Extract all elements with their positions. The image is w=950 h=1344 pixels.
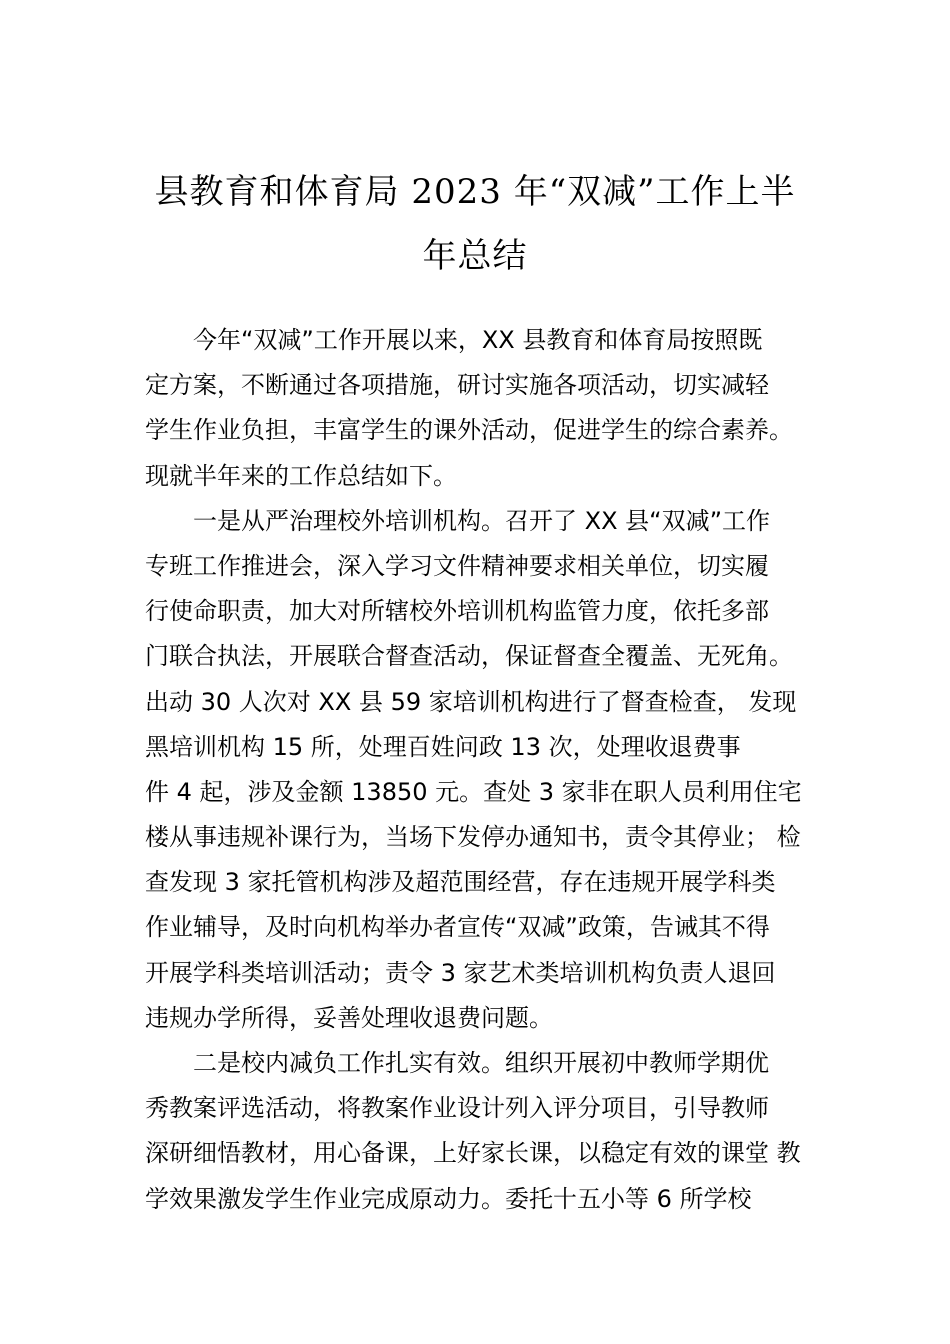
text-line: 出动 30 人次对 XX 县 59 家培训机构进行了督查检查， 发现 [145,687,797,716]
text-line: 黑培训机构 15 所，处理百姓问政 13 次，处理收退费事 [145,732,741,761]
text-line: 秀教案评选活动，将教案作业设计列入评分项目，引导教师 [145,1094,769,1123]
title-line: 县教育和体育局 2023 年“双减”工作上半 [154,172,796,212]
text-line: 专班工作推进会，深入学习文件精神要求相关单位，切实履 [145,551,769,580]
text-line: 件 4 起，涉及金额 13850 元。查处 3 家非在职人员利用住宅 [145,777,802,806]
title-line: 年总结 [422,236,528,276]
paragraph-school-burden [145,1041,835,1222]
text-line: 学生作业负担，丰富学生的课外活动，促进学生的综合素养。 [145,416,793,445]
text-line: 今年“双减”工作开展以来，XX 县教育和体育局按照既 [193,326,763,354]
text-line: 深研细悟教材，用心备课，上好家长课，以稳定有效的课堂 教 [145,1139,801,1168]
text-line: 门联合执法，开展联合督查活动，保证督查全覆盖、无死角。 [145,642,793,671]
text-line: 二是校内减负工作扎实有效。组织开展初中教师学期优 [193,1049,769,1077]
text-line: 违规办学所得，妥善处理收退费问题。 [145,1003,553,1032]
text-line: 开展学科类培训活动；责令 3 家艺术类培训机构负责人退回 [145,958,776,987]
text-line: 一是从严治理校外培训机构。召开了 XX 县“双减”工作 [193,506,771,535]
text-line: 楼从事违规补课行为，当场下发停办通知书，责令其停业； 检 [145,823,801,852]
text-line: 现就半年来的工作总结如下。 [145,461,457,490]
document-body [145,318,835,1222]
text-line: 查发现 3 家托管机构涉及超范围经营，存在违规开展学科类 [145,868,776,897]
text-line: 行使命职责，加大对所辖校外培训机构监管力度，依托多部 [145,597,769,626]
paragraph-intro [145,318,835,499]
text-line: 定方案，不断通过各项措施，研讨实施各项活动，切实减轻 [145,371,769,400]
text-line: 学效果激发学生作业完成原动力。委托十五小等 6 所学校 [145,1184,752,1213]
document-title [0,160,950,288]
text-line: 作业辅导，及时向机构举办者宣传“双减”政策，告诫其不得 [145,913,770,942]
paragraph-external-training [145,499,835,1041]
